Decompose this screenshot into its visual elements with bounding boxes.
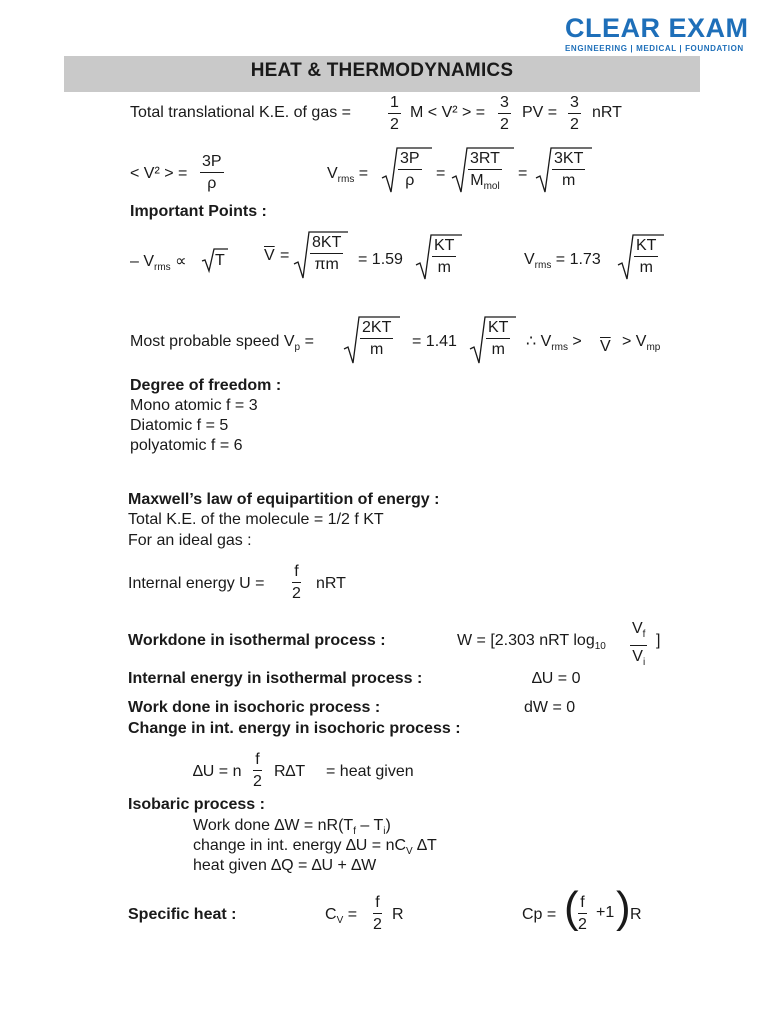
sqrt-8kt-den: πm	[314, 256, 339, 273]
sqrt-kt-1-num: KT	[432, 236, 456, 257]
ie-iso-label: Internal energy in isothermal process :	[128, 670, 423, 687]
sqrt-3kt-m-den: m	[562, 172, 576, 189]
vrms-v: V	[327, 165, 338, 182]
ie-frac-num: f	[292, 562, 301, 583]
ie-frac-den: 2	[292, 585, 301, 602]
sqrt-8kt	[294, 230, 348, 280]
du-frac	[253, 750, 262, 791]
du-a: ∆U = n	[193, 763, 242, 780]
ie-frac	[292, 562, 301, 603]
ke-frac-3-num: 3	[568, 93, 581, 114]
ke-mid2: PV =	[522, 104, 558, 121]
ke-mid1: M < V² > =	[410, 104, 486, 121]
ie-label: Internal energy U =	[128, 575, 265, 592]
sqrt-2kt-frac	[360, 318, 393, 359]
sqrt-3rt-m-num: 3RT	[468, 149, 502, 170]
ke-frac-2	[498, 93, 511, 134]
chie-label: Change in int. energy in isochoric process :	[128, 720, 461, 737]
work-iso-text: W = [2.303 nRT log	[457, 632, 595, 649]
cv-sub: V	[406, 846, 413, 858]
vsq-eq3: =	[518, 165, 528, 182]
vi-v: V	[632, 648, 643, 666]
sqrt-2kt-den: m	[370, 341, 384, 358]
work-ch-label: Work done in isochoric process :	[128, 699, 381, 716]
vi-den	[630, 646, 647, 672]
cv-frac-num: f	[373, 893, 382, 914]
gt-1: >	[572, 333, 582, 350]
vrms2-sub: rms	[534, 260, 552, 272]
ke-frac-3-den: 2	[570, 116, 579, 133]
cv-label	[325, 906, 357, 930]
mps-lhs-text: Most probable speed V	[130, 333, 295, 350]
sqrt-2kt-num: 2KT	[360, 318, 393, 339]
logo-main-text: CLEAR EXAM	[565, 13, 749, 43]
ke-frac-1-den: 2	[390, 116, 399, 133]
sqrt-8kt-frac	[310, 233, 343, 274]
mps-sub: p	[294, 342, 301, 354]
mps-val: = 1.41	[412, 333, 457, 350]
vrms-prop-sub: rms	[154, 262, 171, 274]
work-ch-val: dW = 0	[524, 699, 576, 716]
cv-frac-den: 2	[373, 916, 382, 933]
isobaric-l1-mid: – T	[355, 817, 384, 834]
du-b: R∆T	[274, 763, 306, 780]
sqrt-3p-rho-frac	[398, 149, 422, 190]
dof-poly: polyatomic f = 6	[130, 437, 243, 454]
mps-lhs	[130, 333, 314, 357]
brand-logo	[565, 14, 755, 53]
mps-vmp	[622, 333, 660, 357]
sqrt-kt-3-num: KT	[486, 318, 510, 339]
ke-frac-2-den: 2	[500, 116, 509, 133]
mps-eq: =	[304, 333, 314, 350]
vrms-eq1: =	[358, 165, 369, 182]
vf-v: V	[632, 620, 643, 637]
sqrt-3kt-m	[536, 146, 592, 194]
mmol-sub: mol	[483, 181, 500, 193]
ke-frac-3	[568, 93, 581, 134]
title-band	[64, 56, 700, 92]
ie-end: nRT	[316, 575, 346, 592]
ke-frac-1-num: 1	[388, 93, 401, 114]
sqrt-kt-2-frac	[634, 236, 658, 277]
vf-num	[630, 619, 647, 646]
vrms2-val: = 1.73	[555, 251, 601, 268]
therefore-vrms: ∴ V	[526, 333, 552, 350]
tf-sub: f	[353, 826, 356, 838]
right-paren-icon: )	[616, 883, 631, 932]
vbar-val: = 1.59	[358, 251, 403, 268]
ke-lhs: Total translational K.E. of gas =	[130, 104, 352, 121]
ke-frac-2-num: 3	[498, 93, 511, 114]
vsq-lhs: < V² > =	[130, 165, 188, 182]
vrms-prop	[130, 253, 187, 277]
vrms2-v: V	[524, 251, 535, 268]
sqrt-kt-3-den: m	[491, 341, 505, 358]
mps-conclusion	[526, 333, 582, 357]
vbar-symbol: $\overline{V}$	[264, 247, 275, 264]
sqrt-kt-1-den: m	[437, 259, 451, 276]
sqrt-kt-2-num: KT	[634, 236, 658, 257]
sqrt-3rt-m-frac	[468, 149, 502, 196]
isobaric-l1-text: Work done ∆W = nR(T	[193, 817, 354, 834]
cv-eq: =	[347, 906, 358, 923]
cp-frac-num: f	[578, 893, 587, 914]
isobaric-line3: heat given ∆Q = ∆U + ∆W	[193, 857, 377, 874]
sqrt-8kt-num: 8KT	[310, 233, 343, 254]
page-title: HEAT & THERMODYNAMICS	[250, 60, 514, 81]
dof-heading: Degree of freedom :	[130, 377, 282, 394]
maxwell-line2: For an ideal gas :	[128, 532, 252, 549]
isobaric-heading: Isobaric process :	[128, 796, 265, 813]
work-iso-label: Workdone in isothermal process :	[128, 632, 386, 649]
cv-c: C	[325, 906, 337, 923]
vrms-prop-v: – V	[130, 253, 155, 270]
vrms-label	[327, 165, 368, 189]
cp-frac	[578, 893, 587, 934]
cv-label-sub: V	[336, 915, 344, 927]
sqrt-T	[202, 247, 228, 273]
prop-icon: ∝	[175, 253, 187, 270]
isobaric-l2-end: ∆T	[412, 837, 437, 854]
therefore-vrms-sub: rms	[551, 342, 568, 354]
du-frac-num: f	[253, 750, 262, 771]
maxwell-heading: Maxwell’s law of equipartition of energy :	[128, 491, 440, 508]
sqrt-3rt-m	[452, 146, 514, 194]
vi-sub: i	[642, 657, 646, 669]
sqrt-3kt-m-num: 3KT	[552, 149, 585, 170]
sqrt-2kt	[344, 315, 400, 365]
cv-frac	[373, 893, 382, 934]
vbar-eq: =	[280, 247, 290, 264]
cv-end: R	[392, 906, 404, 923]
vf-vi-frac	[630, 619, 647, 672]
sqrt-kt-3-frac	[486, 318, 510, 359]
sqrt-kt-3	[470, 315, 516, 365]
maxwell-line1: Total K.E. of the molecule = 1/2 f KT	[128, 511, 384, 528]
gt-2: > V	[622, 333, 647, 350]
sqrt-kt-2-den: m	[639, 259, 653, 276]
work-iso-eq	[457, 632, 606, 656]
mmol-m: M	[470, 172, 484, 189]
specific-heading: Specific heat :	[128, 906, 237, 923]
du-frac-den: 2	[253, 773, 262, 790]
vrms-val-row	[524, 251, 601, 275]
sqrt-kt-1-frac	[432, 236, 456, 277]
vsq-frac-num: 3P	[200, 152, 224, 173]
sqrt-T-text: T	[215, 252, 225, 269]
vsq-eq2: =	[436, 165, 446, 182]
ke-frac-1	[388, 93, 401, 134]
mps-vbar: $\overline{V}$	[600, 338, 611, 355]
vsq-frac	[200, 152, 224, 193]
cp-frac-den: 2	[578, 916, 587, 933]
dof-mono: Mono atomic f = 3	[130, 397, 258, 414]
cp-end: R	[630, 906, 642, 923]
cp-plus: +1	[596, 904, 615, 921]
left-paren-icon: (	[564, 883, 579, 932]
dof-di: Diatomic f = 5	[130, 417, 229, 434]
logo-sub-text: ENGINEERING | MEDICAL | FOUNDATION	[565, 44, 744, 53]
sqrt-3p-rho	[382, 146, 432, 194]
sqrt-3rt-m-den	[468, 170, 502, 196]
ke-end: nRT	[592, 104, 622, 121]
work-iso-end: ]	[656, 632, 661, 649]
vmp-sub: mp	[646, 342, 661, 354]
du-c: = heat given	[326, 763, 414, 780]
vrms-sub: rms	[337, 174, 355, 186]
vf-sub: f	[642, 629, 646, 641]
isobaric-l2-text: change in int. energy ∆U = nC	[193, 837, 407, 854]
sqrt-3p-rho-num: 3P	[398, 149, 422, 170]
sqrt-kt-2	[618, 233, 664, 281]
cp-label: Cp =	[522, 906, 557, 923]
ti-sub: i	[383, 826, 386, 838]
important-heading: Important Points :	[130, 203, 267, 220]
log-base: 10	[594, 641, 606, 653]
sqrt-3p-rho-den: ρ	[405, 172, 415, 189]
ie-iso-val: ∆U = 0	[532, 670, 581, 687]
isobaric-l1-end: )	[385, 817, 391, 834]
sqrt-kt-1	[416, 233, 462, 281]
vsq-frac-den: ρ	[207, 175, 217, 192]
sqrt-3kt-m-frac	[552, 149, 585, 190]
